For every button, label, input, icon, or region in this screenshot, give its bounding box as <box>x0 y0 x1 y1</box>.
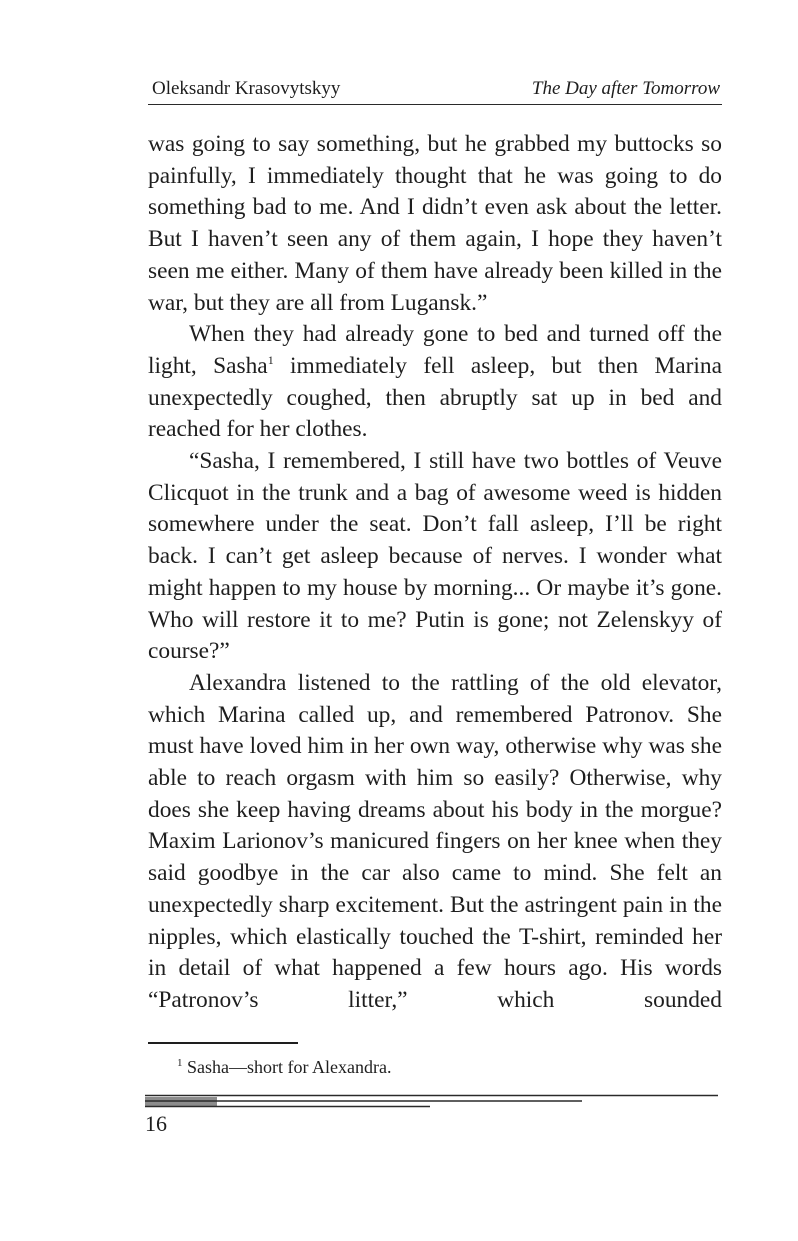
footnote-mark: 1 <box>177 1057 183 1069</box>
paragraph-2 <box>148 319 722 446</box>
page-number: 16 <box>145 1111 167 1136</box>
running-head <box>148 72 722 105</box>
footnote-reference: 1 <box>267 352 274 367</box>
footnote-text: Sasha—short for Alexandra. <box>182 1057 392 1077</box>
paragraph-3: “Sasha, I remembered, I still have two bottles of Veuve Clicquot in the trunk and a bag of awesome weed is hidden somewhere under the seat. Don’t fall asleep, I’ll be right back. I can’t get asleep because of nerves. I wonder what might happen to my house by morning... Or maybe it’s gone. Who will restore it to me? Putin is gone; not Zelenskyy of course?” <box>148 448 722 665</box>
footnote <box>177 1057 391 1078</box>
paragraph-4: Alexandra listened to the rattling of the old elevator, which Marina called up, and remembered Patronov. She must have loved him in her own way, otherwise why was she able to reach orgasm with him so easily? Otherwise, why does she keep having dreams about his body in the morgue? Maxim Larionov’s manicured fingers on her knee when they said goodbye in the car also came to mind. She felt an unexpectedly sharp excitement. But the astringent pain in the nipples, which elastically touched the T-shirt, reminded her in detail of what happened a few hours ago. His words “Patronov’s litter,” which sounded <box>148 669 722 1013</box>
paragraph-1: was going to say something, but he grabbed my buttocks so painfully, I immediately thought that he was going to do something bad to me. And I didn’t even ask about the letter. But I haven’t seen any of them again, I hope they haven’t seen me either. Many of them have already been killed in the war, but they are all from Lugansk.” <box>148 131 722 316</box>
paragraph-2-text-after-note: immediately fell asleep, but then Marina unexpectedly coughed, then abruptly sat up in bed and reached for her clothes. <box>148 352 723 443</box>
body-text <box>148 129 722 1017</box>
footnote-rule <box>148 1042 298 1044</box>
footer-gray-bar <box>145 1097 217 1106</box>
running-head-book-title: The Day after Tomorrow <box>531 78 720 99</box>
running-head-author: Oleksandr Krasovytskyy <box>152 78 341 99</box>
paragraph-2-text-before-note: When they had already gone to bed and turned off the light, Sasha <box>148 321 722 379</box>
